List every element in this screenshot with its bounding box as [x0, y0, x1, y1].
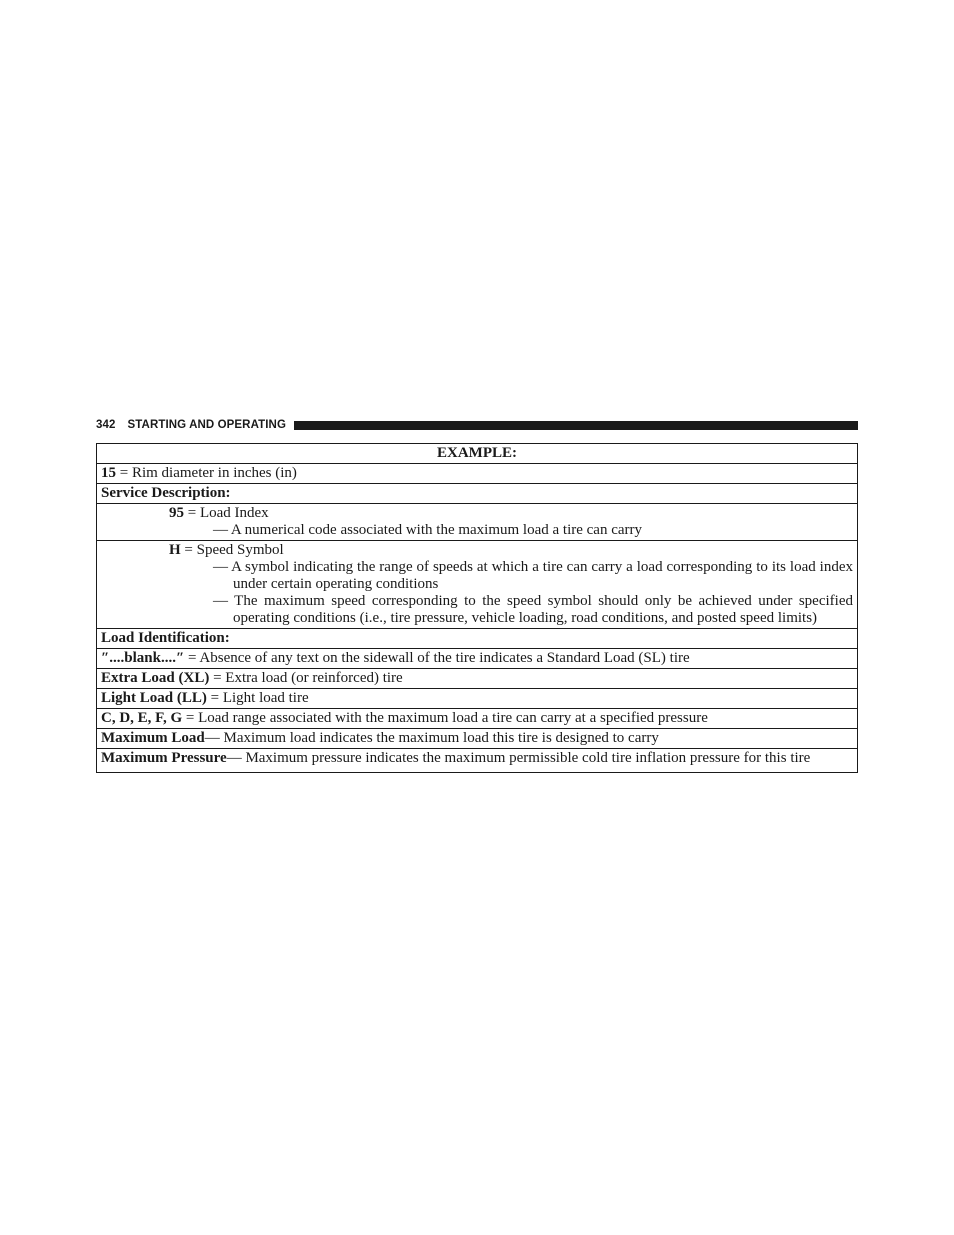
load-identification-cell: [97, 629, 858, 649]
blank-text: = Absence of any text on the sidewall of the tire indicates a Standard Load (SL) tire: [184, 650, 690, 666]
speed-symbol-desc-1: — A symbol indicating the range of speeds at which a tire can carry a load corresponding to its load index under certain operating conditions: [213, 559, 853, 592]
page-number: 342: [96, 419, 116, 431]
table-row: [97, 504, 858, 541]
extra-load-text: = Extra load (or reinforced) tire: [209, 670, 403, 686]
rim-term: 15: [101, 465, 116, 481]
extra-load-term: Extra Load (XL): [101, 670, 210, 686]
rim-diameter-cell: [97, 464, 858, 484]
speed-symbol-line: [101, 542, 853, 559]
light-load-text: = Light load tire: [206, 690, 309, 706]
service-description-heading: Service Description:: [101, 485, 231, 501]
load-index-text: = Load Index: [184, 505, 269, 521]
load-range-cell: [97, 709, 858, 729]
header-rule: [294, 421, 858, 430]
maximum-pressure-cell: [97, 749, 858, 773]
load-index-line: [101, 505, 853, 522]
table-row: [97, 689, 858, 709]
table-row: [97, 709, 858, 729]
speed-symbol-cell: [97, 541, 858, 629]
load-identification-heading: Load Identification:: [101, 630, 230, 646]
light-load-term: Light Load (LL): [101, 690, 207, 706]
table-row: [97, 729, 858, 749]
table-row: [97, 541, 858, 629]
speed-symbol-text: = Speed Symbol: [180, 542, 284, 558]
rim-text: = Rim diameter in inches (in): [116, 465, 297, 481]
maximum-load-text: — Maximum load indicates the maximum load this tire is designed to carry: [204, 730, 659, 746]
load-index-desc: — A numerical code associated with the maximum load a tire can carry: [213, 522, 643, 538]
maximum-load-cell: [97, 729, 858, 749]
speed-symbol-term: H: [169, 542, 181, 558]
light-load-cell: [97, 689, 858, 709]
maximum-pressure-term: Maximum Pressure: [101, 750, 227, 766]
table-row: [97, 649, 858, 669]
example-heading-cell: [97, 444, 858, 464]
service-description-cell: [97, 484, 858, 504]
tire-marking-table: [96, 443, 858, 773]
table-row: [97, 669, 858, 689]
table-row: [97, 484, 858, 504]
table-row: [97, 629, 858, 649]
maximum-load-term: Maximum Load: [101, 730, 205, 746]
table-row: [97, 749, 858, 773]
section-title: STARTING AND OPERATING: [127, 419, 287, 431]
table-row: [97, 444, 858, 464]
load-range-text: = Load range associated with the maximum load a tire can carry at a specified pressure: [182, 710, 708, 726]
load-range-term: C, D, E, F, G: [101, 710, 183, 726]
load-index-cell: [97, 504, 858, 541]
speed-symbol-desc-2: — The maximum speed corresponding to the speed symbol should only be achieved under specified operating conditions (i.e., tire pressure, vehicle loading, road conditions, and posted speed limits): [213, 593, 853, 626]
table-row: [97, 464, 858, 484]
example-heading: EXAMPLE:: [437, 445, 517, 461]
extra-load-cell: [97, 669, 858, 689]
page-header: [96, 417, 858, 433]
load-index-term: 95: [169, 505, 184, 521]
maximum-pressure-text: — Maximum pressure indicates the maximum permissible cold tire inflation pressure for this tire: [226, 750, 811, 766]
blank-term: ″....blank....″: [101, 650, 185, 666]
blank-cell: [97, 649, 858, 669]
